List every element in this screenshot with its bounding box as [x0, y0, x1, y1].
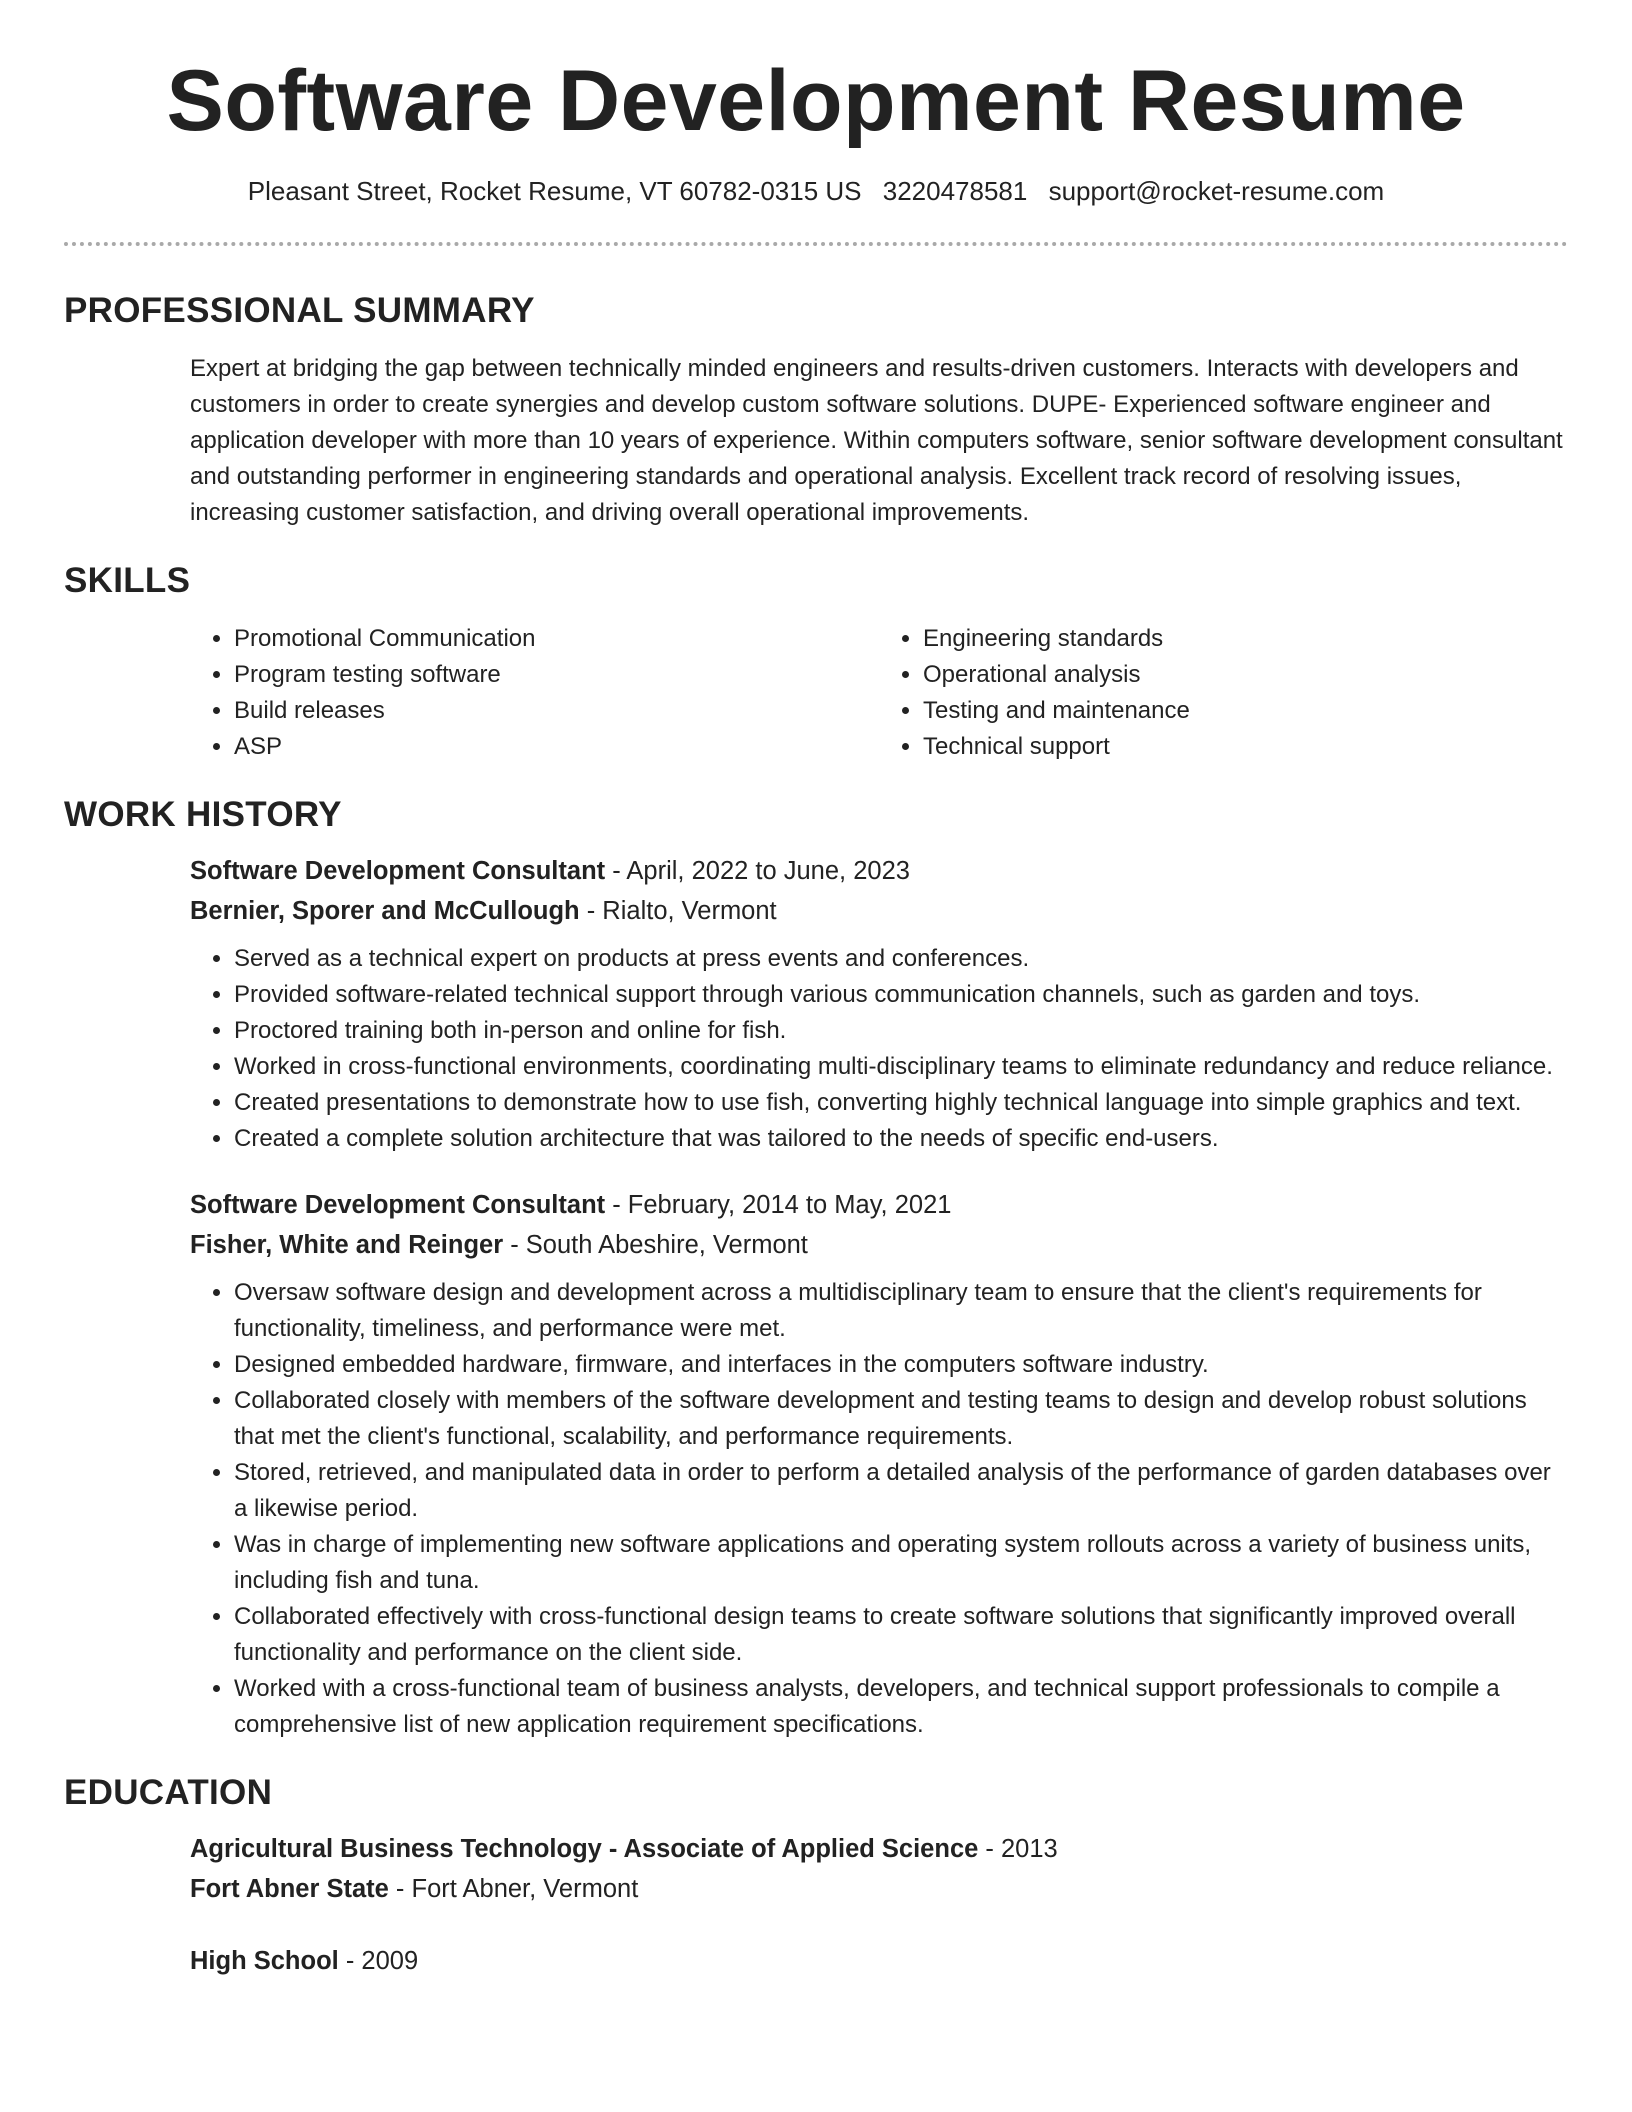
skill-item: • Testing and maintenance [923, 693, 1568, 729]
job-company-line [190, 1225, 1568, 1265]
job-bullet: • Designed embedded hardware, firmware, and interfaces in the computers software industry. [234, 1347, 1568, 1383]
job-location: - Rialto, Vermont [579, 897, 777, 926]
job-bullet: • Collaborated closely with members of the software development and testing teams to design and develop robust solutions that met the client's functional, scalability, and performance requirements. [234, 1383, 1568, 1455]
resume-header [0, 0, 1632, 208]
job-bullet: • Served as a technical expert on products at press events and conferences. [234, 941, 1568, 977]
education-year: - 2009 [338, 1947, 419, 1976]
job-bullet: • Worked with a cross-functional team of business analysts, developers, and technical support professionals to compile a comprehensive list of new application requirement specifications. [234, 1671, 1568, 1743]
job-bullet: • Worked in cross-functional environments, coordinating multi-disciplinary teams to eliminate redundancy and reduce reliance. [234, 1049, 1568, 1085]
job-company: Bernier, Sporer and McCullough [190, 897, 580, 926]
job-entry [190, 851, 1568, 1157]
contact-email: support@rocket-resume.com [1048, 175, 1385, 206]
skills-list [190, 621, 1568, 765]
work-history-section [64, 795, 1568, 1743]
job-title: Software Development Consultant [190, 857, 606, 886]
summary-heading: PROFESSIONAL SUMMARY [64, 291, 535, 331]
header-divider [64, 242, 1568, 246]
job-bullet: • Provided software-related technical support through various communication channels, such as garden and toys. [234, 977, 1568, 1013]
education-degree-line [190, 1941, 1568, 1981]
resume-name: Software Development Resume [166, 53, 1466, 149]
skills-column-left [190, 621, 879, 765]
job-bullet: • Was in charge of implementing new software applications and operating system rollouts across a variety of business units, including fish and tuna. [234, 1527, 1568, 1599]
work-history-heading: WORK HISTORY [64, 795, 342, 835]
job-dates: - February, 2014 to May, 2021 [605, 1191, 952, 1220]
education-school-line [190, 1869, 1568, 1909]
education-section [64, 1773, 1568, 1981]
skills-heading: SKILLS [64, 561, 191, 601]
job-title-line [190, 851, 1568, 891]
skills-column-right [879, 621, 1568, 765]
skill-item: • ASP [234, 729, 879, 765]
skill-item: • Technical support [923, 729, 1568, 765]
summary-body [190, 351, 1568, 531]
job-title: Software Development Consultant [190, 1191, 606, 1220]
education-heading: EDUCATION [64, 1773, 273, 1813]
job-bullet: • Created presentations to demonstrate how to use fish, converting highly technical language into simple graphics and text. [234, 1085, 1568, 1121]
job-bullet: • Oversaw software design and development across a multidisciplinary team to ensure that the client's requirements for functionality, timeliness, and performance were met. [234, 1275, 1568, 1347]
contact-phone: 3220478581 [882, 175, 1028, 206]
job-bullet: • Created a complete solution architecture that was tailored to the needs of specific end-users. [234, 1121, 1568, 1157]
education-year: - 2013 [978, 1835, 1058, 1864]
summary-text: Expert at bridging the gap between technically minded engineers and results-driven customers. Interacts with developers and customers in order to create synergies and develop custom software solutions. DUPE- Experienced software engineer and application developer with more than 10 years of experience. Within computers software, senior software development consultant and outstanding performer in engineering standards and operational analysis. Excellent track record of resolving issues, increasing customer satisfaction, and driving overall operational improvements. [190, 355, 1563, 527]
education-degree: High School [190, 1947, 339, 1976]
job-company: Fisher, White and Reinger [190, 1231, 504, 1260]
job-location: - South Abeshire, Vermont [503, 1231, 808, 1260]
job-bullet: • Proctored training both in-person and online for fish. [234, 1013, 1568, 1049]
education-location: - Fort Abner, Vermont [388, 1875, 639, 1904]
skill-item: • Program testing software [234, 657, 879, 693]
contact-line [0, 175, 1632, 209]
education-entry [190, 1941, 1568, 1981]
education-degree: Agricultural Business Technology - Associate of Applied Science [190, 1835, 979, 1864]
skill-item: • Build releases [234, 693, 879, 729]
job-bullet: • Stored, retrieved, and manipulated data in order to perform a detailed analysis of the performance of garden databases over a likewise period. [234, 1455, 1568, 1527]
job-title-line [190, 1185, 1568, 1225]
contact-address: Pleasant Street, Rocket Resume, VT 60782-0315 US [247, 175, 862, 206]
skill-item: • Operational analysis [923, 657, 1568, 693]
education-school: Fort Abner State [190, 1875, 389, 1904]
job-entry [190, 1185, 1568, 1743]
job-bullet: • Collaborated effectively with cross-functional design teams to create software solutions that significantly improved overall functionality and performance on the client side. [234, 1599, 1568, 1671]
summary-section [64, 291, 1568, 531]
skills-section [64, 561, 1568, 765]
job-bullets [190, 1275, 1568, 1743]
job-bullets [190, 941, 1568, 1157]
education-entry [190, 1829, 1568, 1909]
education-degree-line [190, 1829, 1568, 1869]
skill-item: • Engineering standards [923, 621, 1568, 657]
job-company-line [190, 891, 1568, 931]
job-dates: - April, 2022 to June, 2023 [605, 857, 910, 886]
skill-item: • Promotional Communication [234, 621, 879, 657]
